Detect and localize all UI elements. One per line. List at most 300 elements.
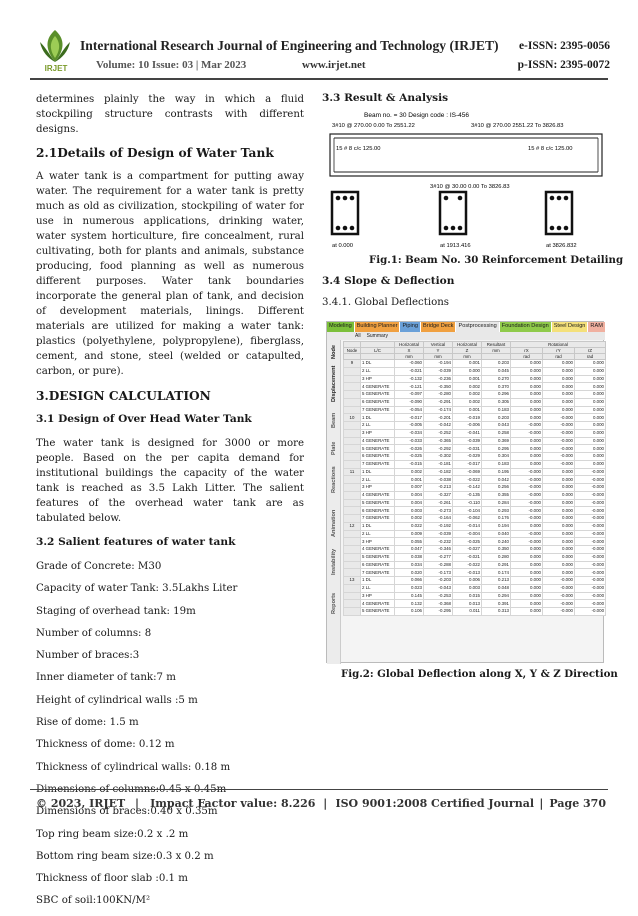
node-cell: 12	[344, 522, 361, 530]
value-cell: -0.000	[543, 460, 575, 468]
value-cell: -0.039	[453, 437, 482, 445]
tab-all[interactable]: All	[355, 333, 361, 339]
value-cell: 0.000	[575, 367, 606, 375]
value-cell: 0.194	[482, 522, 511, 530]
value-cell: -0.253	[424, 592, 453, 600]
load-case-cell: 4 GENERATE	[361, 437, 395, 445]
value-cell: -0.000	[575, 546, 606, 554]
value-cell: 0.000	[543, 391, 575, 399]
value-cell: 0.000	[543, 367, 575, 375]
value-cell: 0.000	[575, 383, 606, 391]
value-cell: 0.011	[453, 608, 482, 616]
fig1-section-3-label: at 3826.832	[546, 243, 577, 249]
value-cell: 0.002	[453, 398, 482, 406]
value-cell: 0.000	[543, 522, 575, 530]
table-row[interactable]	[344, 437, 606, 445]
spec-item: Capacity of water Tank: 3.5Lakhs Liter	[36, 583, 238, 595]
ribbon-tab-bridge-deck[interactable]: Bridge Deck	[421, 322, 456, 332]
value-cell: -0.039	[424, 367, 453, 375]
value-cell: 0.002	[395, 515, 424, 523]
value-cell: 0.000	[511, 608, 543, 616]
value-cell: 0.040	[482, 530, 511, 538]
load-case-cell: 2 LL	[361, 422, 395, 430]
footer-divider	[30, 789, 608, 790]
table-row[interactable]	[344, 491, 606, 499]
value-cell: 0.002	[395, 468, 424, 476]
value-cell: 0.048	[482, 584, 511, 592]
value-cell: -0.000	[511, 491, 543, 499]
node-cell	[344, 530, 361, 538]
header-node[interactable]: Node	[344, 348, 361, 354]
footer-impact-factor: Impact Factor value: 8.226	[150, 797, 316, 810]
table-row[interactable]	[344, 530, 606, 538]
value-cell: 0.000	[543, 553, 575, 561]
design-paragraph: A water tank is a compartment for putting away water. The requirement for a water tank is pretty much as old as civilization, stockpiling of water for use in numerous applications, drinking water, water system horticulture, fire concealment, rural cultivating, both for plants and animals, substance producing, food planning as well as numerous different purposes. Water tank boundaries incorporate the general plan of tank, and decision of development materials, linings. Different materials are utilized for making a water tank: plastics (polyethylene, polypropylene), fiberglass, cement, and stone, steel (welded or catapulted, carbon, or pure).	[36, 171, 304, 377]
section-heading-design: 2.1Details of Design of Water Tank	[36, 146, 274, 160]
value-cell: 0.000	[543, 375, 575, 383]
table-row[interactable]	[344, 406, 606, 414]
spec-item: Bottom ring beam size:0.3 x 0.2 m	[36, 850, 214, 862]
value-cell: -0.000	[575, 577, 606, 585]
value-cell: 0.313	[482, 608, 511, 616]
side-tab-displacement[interactable]: Displacement	[331, 365, 337, 403]
section-2	[440, 192, 466, 234]
ribbon-tab-ram[interactable]: RAM	[588, 322, 605, 332]
value-cell: 0.213	[482, 577, 511, 585]
footer-separator: |	[135, 797, 140, 810]
value-cell: -0.022	[453, 476, 482, 484]
table-row[interactable]	[344, 367, 606, 375]
load-case-cell: 2 LL	[361, 530, 395, 538]
value-cell: -0.132	[395, 375, 424, 383]
journal-title: International Research Journal of Engineering and Technology (IRJET)	[80, 38, 499, 53]
unit: rad	[575, 354, 606, 360]
spec-item: Number of braces:3	[36, 650, 140, 662]
value-cell: -0.261	[424, 499, 453, 507]
value-cell: -0.273	[424, 507, 453, 515]
value-cell: -0.000	[543, 414, 575, 422]
value-cell: 0.000	[543, 476, 575, 484]
value-cell: -0.110	[453, 499, 482, 507]
fig1-stirrup-right-label: 15 # 8 c/c 125.00	[528, 146, 573, 152]
website-link[interactable]: www.irjet.net	[302, 59, 366, 71]
value-cell: 0.183	[482, 406, 511, 414]
value-cell: 0.000	[575, 437, 606, 445]
node-cell	[344, 476, 361, 484]
value-cell: 0.000	[511, 561, 543, 569]
value-cell: 0.370	[482, 383, 511, 391]
fig1-caption: Fig.1: Beam No. 30 Reinforcement Detailing	[369, 254, 624, 266]
value-cell: 0.000	[543, 561, 575, 569]
value-cell: -0.015	[395, 460, 424, 468]
header-rx[interactable]: rX	[511, 348, 543, 354]
load-case-cell: 4 GENERATE	[361, 546, 395, 554]
node-cell	[344, 538, 361, 546]
value-cell: 0.066	[395, 577, 424, 585]
value-cell: -0.090	[395, 398, 424, 406]
section-3	[546, 192, 572, 234]
value-cell: -0.000	[543, 422, 575, 430]
node-cell	[344, 553, 361, 561]
load-case-cell: 6 GENERATE	[361, 453, 395, 461]
spec-item: Number of columns: 8	[36, 627, 152, 639]
header-z[interactable]: Z	[453, 348, 482, 354]
ribbon-tab-steel-design[interactable]: Steel Design	[552, 322, 589, 332]
header-y[interactable]: Y	[424, 348, 453, 354]
p-issn: p-ISSN: 2395-0072	[517, 59, 610, 71]
spec-item: Staging of overhead tank: 19m	[36, 605, 196, 617]
value-cell: -0.000	[575, 608, 606, 616]
beam-reinforcement-figure	[328, 110, 604, 252]
deflection-grid	[343, 341, 605, 616]
value-cell: -0.000	[575, 584, 606, 592]
value-cell: 0.293	[482, 507, 511, 515]
value-cell: 0.174	[482, 569, 511, 577]
table-row[interactable]	[344, 445, 606, 453]
value-cell: -0.021	[453, 553, 482, 561]
node-cell	[344, 600, 361, 608]
side-tab-instability[interactable]: Instability	[331, 548, 337, 576]
table-row[interactable]	[344, 569, 606, 577]
load-case-cell: 5 GENERATE	[361, 445, 395, 453]
value-cell: -0.000	[511, 538, 543, 546]
node-cell	[344, 383, 361, 391]
ribbon-tabs	[327, 322, 605, 332]
node-cell	[344, 499, 361, 507]
value-cell: 0.020	[395, 569, 424, 577]
value-cell: 0.000	[511, 406, 543, 414]
value-cell: -0.292	[424, 445, 453, 453]
value-cell: 0.000	[511, 375, 543, 383]
value-cell: 0.256	[482, 484, 511, 492]
node-cell	[344, 592, 361, 600]
right-column	[322, 92, 604, 104]
unit: mm	[453, 354, 482, 360]
fig1-title: Beam no. = 30 Design code : IS-456	[364, 112, 469, 119]
value-cell: 0.000	[575, 360, 606, 368]
value-cell: 0.000	[543, 468, 575, 476]
value-cell: -0.302	[424, 453, 453, 461]
value-cell: -0.000	[575, 507, 606, 515]
value-cell: 0.000	[511, 453, 543, 461]
table-row[interactable]	[344, 429, 606, 437]
value-cell: 0.000	[511, 360, 543, 368]
value-cell: 0.002	[453, 391, 482, 399]
beam-outline	[330, 134, 602, 176]
ribbon-tab-piping[interactable]: Piping	[400, 322, 421, 332]
value-cell: -0.000	[511, 530, 543, 538]
value-cell: -0.000	[575, 522, 606, 530]
table-row[interactable]	[344, 398, 606, 406]
table-row[interactable]	[344, 383, 606, 391]
node-cell: 11	[344, 468, 361, 476]
value-cell: 0.270	[482, 375, 511, 383]
value-cell: 0.000	[543, 484, 575, 492]
load-case-cell: 2 LL	[361, 476, 395, 484]
table-row[interactable]	[344, 453, 606, 461]
value-cell: 0.132	[395, 600, 424, 608]
value-cell: 0.023	[395, 584, 424, 592]
ribbon-tab-modeling[interactable]: Modeling	[327, 322, 355, 332]
table-row[interactable]	[344, 577, 606, 585]
value-cell: -0.039	[424, 530, 453, 538]
value-cell: 0.001	[453, 360, 482, 368]
value-cell: -0.025	[395, 453, 424, 461]
section-1	[332, 192, 358, 234]
value-cell: -0.000	[575, 515, 606, 523]
value-cell: -0.192	[424, 522, 453, 530]
table-row[interactable]	[344, 538, 606, 546]
unit: rad	[511, 354, 543, 360]
value-cell: -0.194	[424, 360, 453, 368]
page-header	[0, 0, 638, 80]
node-cell	[344, 507, 361, 515]
table-row[interactable]	[344, 499, 606, 507]
load-case-cell: 4 GENERATE	[361, 383, 395, 391]
ribbon-tab-foundation-design[interactable]: Foundation Design	[500, 322, 552, 332]
value-cell: 0.000	[453, 367, 482, 375]
value-cell: -0.173	[424, 569, 453, 577]
header-resultant-unit[interactable]: mm	[482, 348, 511, 354]
value-cell: -0.043	[424, 584, 453, 592]
table-row[interactable]	[344, 422, 606, 430]
value-cell: 0.000	[511, 600, 543, 608]
table-row[interactable]	[344, 476, 606, 484]
node-cell: 9	[344, 360, 361, 368]
value-cell: -0.213	[424, 484, 453, 492]
value-cell: -0.027	[453, 546, 482, 554]
logo-text: IRJET	[44, 64, 68, 73]
value-cell: -0.004	[453, 530, 482, 538]
side-tab-node[interactable]: Node	[331, 345, 337, 359]
load-case-cell: 7 GENERATE	[361, 515, 395, 523]
volume-info: Volume: 10 Issue: 03 | Mar 2023	[96, 59, 247, 71]
value-cell: -0.000	[543, 577, 575, 585]
table-row[interactable]	[344, 608, 606, 616]
value-cell: 0.000	[543, 530, 575, 538]
value-cell: -0.000	[543, 445, 575, 453]
load-case-cell: 5 GENERATE	[361, 553, 395, 561]
value-cell: -0.291	[424, 398, 453, 406]
load-case-cell: 6 GENERATE	[361, 398, 395, 406]
value-cell: 0.013	[453, 600, 482, 608]
value-cell: -0.069	[453, 468, 482, 476]
node-cell	[344, 491, 361, 499]
value-cell: -0.182	[424, 468, 453, 476]
subsection-heading-slope: 3.4 Slope & Deflection	[322, 275, 455, 287]
table-body	[344, 360, 606, 616]
value-cell: -0.017	[395, 414, 424, 422]
value-cell: 0.003	[453, 584, 482, 592]
value-cell: 0.203	[482, 414, 511, 422]
footer-page-number: Page 370	[549, 797, 606, 810]
header-rz[interactable]: rZ	[575, 348, 606, 354]
value-cell: 0.291	[482, 561, 511, 569]
load-case-cell: 6 GENERATE	[361, 507, 395, 515]
value-cell: 0.296	[482, 391, 511, 399]
value-cell: 0.047	[395, 546, 424, 554]
side-tab-beam[interactable]: Beam	[331, 412, 337, 428]
value-cell: -0.026	[395, 445, 424, 453]
load-case-cell: 3 HP	[361, 429, 395, 437]
value-cell: -0.181	[424, 460, 453, 468]
node-cell	[344, 584, 361, 592]
table-row[interactable]	[344, 460, 606, 468]
value-cell: -0.000	[575, 592, 606, 600]
node-cell	[344, 375, 361, 383]
table-row[interactable]	[344, 522, 606, 530]
value-cell: -0.000	[511, 476, 543, 484]
subsection-heading-oht: 3.1 Design of Over Head Water Tank	[36, 413, 252, 425]
node-cell	[344, 453, 361, 461]
value-cell: 0.000	[575, 460, 606, 468]
value-cell: 0.280	[482, 553, 511, 561]
table-row[interactable]	[344, 507, 606, 515]
node-cell	[344, 429, 361, 437]
table-row[interactable]	[344, 600, 606, 608]
table-row[interactable]	[344, 375, 606, 383]
value-cell: -0.000	[575, 499, 606, 507]
value-cell: 0.000	[511, 522, 543, 530]
header-x[interactable]: X	[395, 348, 424, 354]
value-cell: -0.019	[453, 414, 482, 422]
unit: rad	[543, 354, 575, 360]
fig1-stirrup-left-label: 15 # 8 c/c 125.00	[336, 146, 381, 152]
unit: mm	[395, 354, 424, 360]
table-row[interactable]	[344, 515, 606, 523]
value-cell: -0.000	[511, 484, 543, 492]
side-tab-reports[interactable]: Reports	[331, 592, 337, 614]
load-case-cell: 3 HP	[361, 484, 395, 492]
value-cell: -0.135	[453, 491, 482, 499]
value-cell: -0.022	[453, 561, 482, 569]
value-cell: -0.295	[424, 608, 453, 616]
value-cell: -0.000	[575, 553, 606, 561]
node-cell	[344, 445, 361, 453]
value-cell: -0.000	[543, 584, 575, 592]
fig1-section-1-label: at 0.000	[332, 243, 353, 249]
header-divider	[30, 78, 608, 80]
value-cell: 0.000	[575, 391, 606, 399]
ribbon-tab-building-planner[interactable]: Building Planner	[355, 322, 401, 332]
value-cell: 0.350	[482, 546, 511, 554]
value-cell: 0.002	[453, 383, 482, 391]
value-cell: -0.201	[424, 414, 453, 422]
value-cell: 0.001	[453, 375, 482, 383]
table-row[interactable]	[344, 360, 606, 368]
load-case-cell: 3 HP	[361, 592, 395, 600]
header-group: Resultant	[482, 342, 511, 348]
value-cell: -0.000	[575, 569, 606, 577]
spec-item: Rise of dome: 1.5 m	[36, 717, 139, 729]
load-case-cell: 1 DL	[361, 577, 395, 585]
value-cell: -0.142	[453, 484, 482, 492]
load-case-cell: 5 GENERATE	[361, 608, 395, 616]
value-cell: -0.280	[424, 391, 453, 399]
value-cell: 0.000	[543, 569, 575, 577]
value-cell: -0.005	[395, 422, 424, 430]
value-cell: -0.000	[575, 476, 606, 484]
node-cell	[344, 546, 361, 554]
value-cell: 0.022	[395, 522, 424, 530]
ribbon-tab-postprocessing[interactable]: Postprocessing	[456, 322, 499, 332]
value-cell: -0.000	[543, 600, 575, 608]
load-case-cell: 3 HP	[361, 375, 395, 383]
load-case-cell: 1 DL	[361, 414, 395, 422]
table-row[interactable]	[344, 561, 606, 569]
load-case-cell: 2 LL	[361, 584, 395, 592]
value-cell: -0.000	[543, 592, 575, 600]
value-cell: 0.203	[482, 360, 511, 368]
value-cell: 0.006	[453, 577, 482, 585]
side-tab-reactions[interactable]: Reactions	[331, 466, 337, 494]
header-group: Horizontal	[453, 342, 482, 348]
table-row[interactable]	[344, 414, 606, 422]
header-ry[interactable]: rY	[543, 348, 575, 354]
value-cell: -0.000	[575, 491, 606, 499]
table-row[interactable]	[344, 546, 606, 554]
table-row[interactable]	[344, 592, 606, 600]
value-cell: 0.000	[511, 398, 543, 406]
value-cell: 0.001	[453, 406, 482, 414]
table-row[interactable]	[344, 584, 606, 592]
node-cell	[344, 367, 361, 375]
value-cell: 0.305	[482, 398, 511, 406]
value-cell: -0.000	[511, 507, 543, 515]
node-cell	[344, 406, 361, 414]
tab-summary[interactable]: Summary	[366, 333, 388, 339]
node-cell	[344, 391, 361, 399]
load-case-cell: 1 DL	[361, 468, 395, 476]
table-row[interactable]	[344, 484, 606, 492]
value-cell: -0.000	[543, 437, 575, 445]
table-row[interactable]	[344, 391, 606, 399]
value-cell: 0.015	[453, 592, 482, 600]
table-row[interactable]	[344, 468, 606, 476]
value-cell: -0.000	[575, 530, 606, 538]
value-cell: 0.000	[511, 383, 543, 391]
header-lc[interactable]: L/C	[361, 348, 395, 354]
value-cell: -0.021	[395, 367, 424, 375]
value-cell: 0.055	[395, 538, 424, 546]
value-cell: 0.176	[482, 515, 511, 523]
table-row[interactable]	[344, 553, 606, 561]
side-tab-plate[interactable]: Plate	[331, 441, 337, 455]
value-cell: -0.000	[511, 499, 543, 507]
value-cell: 0.183	[482, 460, 511, 468]
value-cell: 0.000	[543, 499, 575, 507]
value-cell: -0.025	[453, 538, 482, 546]
value-cell: -0.000	[575, 600, 606, 608]
footer-separator: |	[323, 797, 328, 810]
value-cell: -0.060	[395, 360, 424, 368]
node-cell	[344, 608, 361, 616]
value-cell: 0.195	[482, 468, 511, 476]
value-cell: -0.041	[453, 429, 482, 437]
value-cell: 0.000	[511, 445, 543, 453]
load-case-cell: 5 GENERATE	[361, 499, 395, 507]
value-cell: -0.252	[424, 429, 453, 437]
value-cell: 0.294	[482, 592, 511, 600]
unit: mm	[424, 354, 453, 360]
value-cell: 0.000	[511, 577, 543, 585]
value-cell: -0.000	[575, 484, 606, 492]
side-tab-animation[interactable]: Animation	[331, 509, 337, 537]
node-cell	[344, 515, 361, 523]
load-case-cell: 7 GENERATE	[361, 569, 395, 577]
value-cell: -0.000	[575, 561, 606, 569]
value-cell: -0.236	[424, 375, 453, 383]
